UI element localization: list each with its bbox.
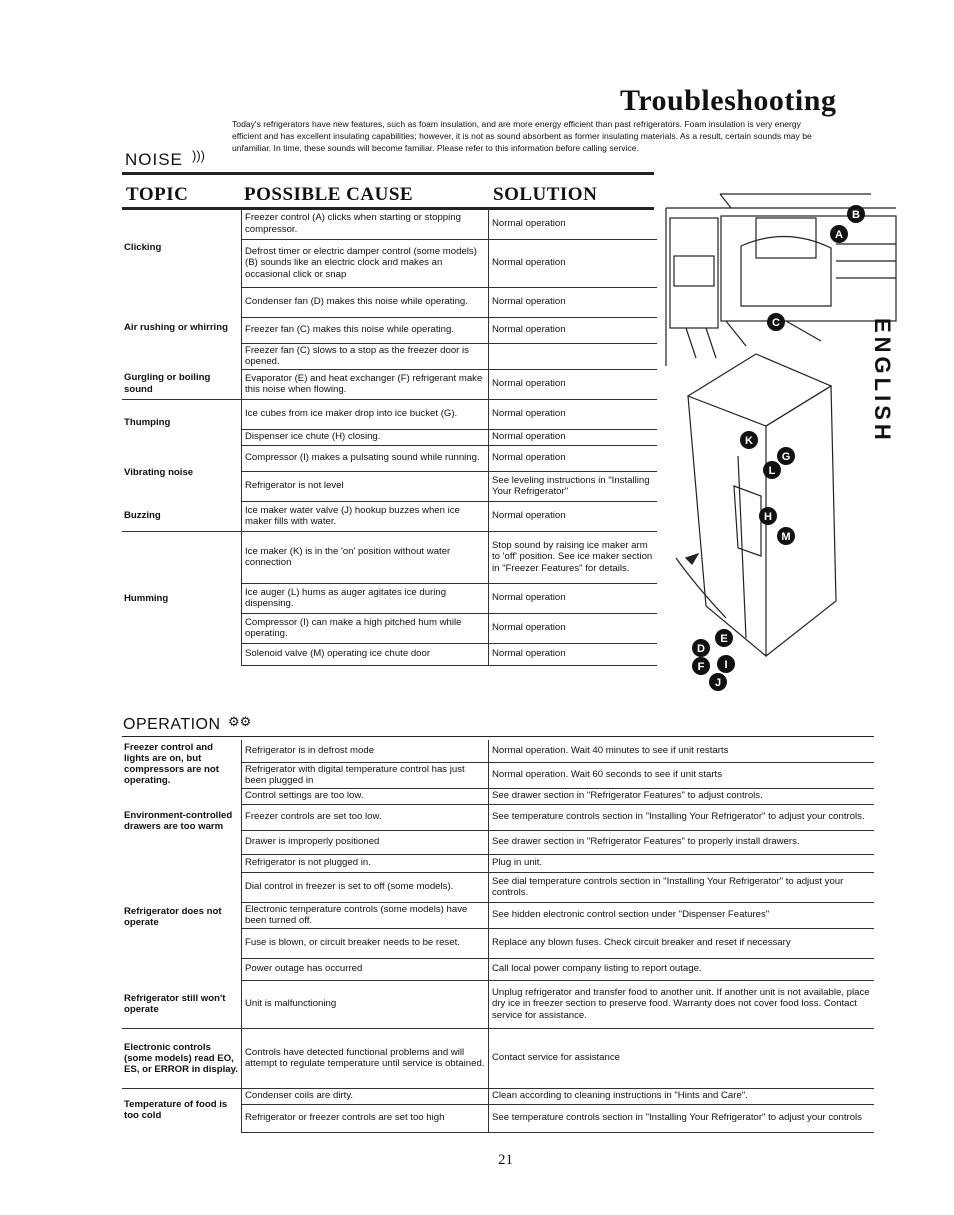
callout-letter: A: [835, 229, 843, 241]
table-row: [122, 854, 874, 872]
solution-cell: See drawer section in "Refrigerator Features" to adjust controls.: [489, 788, 875, 804]
callout-letter: K: [745, 435, 753, 447]
side-label: ENGLISH: [870, 318, 895, 444]
callout-letter: F: [697, 661, 705, 673]
callout-k: [740, 431, 758, 449]
solution-cell: Normal operation. Wait 60 seconds to see if unit starts: [489, 762, 875, 788]
table-row: [122, 445, 657, 471]
solution-cell: Normal operation: [489, 583, 658, 613]
cause-cell: Unit is malfunctioning: [242, 980, 489, 1028]
cause-cell: Refrigerator or freezer controls are set too high: [242, 1104, 489, 1132]
page-number: 21: [498, 1152, 513, 1168]
solution-cell: Call local power company listing to report outage.: [489, 958, 875, 980]
topic-cell: Clicking: [124, 242, 162, 254]
callout-g: [777, 447, 795, 465]
page-title: Troubleshooting: [620, 84, 837, 117]
cause-cell: Condenser coils are dirty.: [242, 1088, 489, 1104]
sound-wave-icon: ))): [192, 148, 205, 163]
topic-cell: Thumping: [124, 416, 171, 428]
table-row: [122, 287, 657, 317]
solution-cell: Stop sound by raising ice maker arm to 'off' position. See ice maker section in "Freezer Features" for details.: [489, 531, 658, 583]
table-row: [122, 369, 657, 399]
cause-cell: Control settings are too low.: [242, 788, 489, 804]
callout-letter: E: [720, 633, 728, 645]
solution-cell: [489, 343, 658, 369]
solution-cell: See hidden electronic control section under "Dispenser Features": [489, 902, 875, 928]
callout-j: [709, 673, 727, 691]
cause-cell: Condenser fan (D) makes this noise while operating.: [242, 287, 489, 317]
cause-cell: Refrigerator is not plugged in.: [242, 854, 489, 872]
noise-section-label: NOISE: [125, 150, 183, 169]
solution-cell: Normal operation: [489, 613, 658, 643]
solution-cell: See leveling instructions in "Installing Your Refrigerator": [489, 471, 658, 501]
cause-cell: Electronic temperature controls (some models) have been turned off.: [242, 902, 489, 928]
cause-cell: Compressor (I) makes a pulsating sound while running.: [242, 445, 489, 471]
callout-e: [715, 629, 733, 647]
cause-cell: Freezer fan (C) makes this noise while operating.: [242, 317, 489, 343]
header-possible-cause: POSSIBLE CAUSE: [244, 184, 414, 205]
topic-cell: Refrigerator does not operate: [124, 906, 222, 928]
callout-a: [830, 225, 848, 243]
cause-cell: Evaporator (E) and heat exchanger (F) refrigerant make this noise when flowing.: [242, 369, 489, 399]
solution-cell: Normal operation: [489, 239, 658, 287]
table-row: [122, 399, 657, 429]
cause-cell: Ice auger (L) hums as auger agitates ice during dispensing.: [242, 583, 489, 613]
solution-cell: See drawer section in "Refrigerator Features" to properly install drawers.: [489, 830, 875, 854]
solution-cell: Normal operation: [489, 209, 658, 239]
topic-cell: Humming: [124, 592, 169, 604]
topic-cell: Temperature of food is too cold: [124, 1099, 228, 1122]
solution-cell: See temperature controls section in "Installing Your Refrigerator" to adjust your controls.: [489, 804, 875, 830]
cause-cell: Dial control in freezer is set to off (some models).: [242, 872, 489, 902]
solution-cell: Normal operation: [489, 643, 658, 665]
callout-letter: J: [714, 677, 722, 689]
solution-cell: See temperature controls section in "Installing Your Refrigerator" to adjust your controls: [489, 1104, 875, 1132]
cause-cell: Fuse is blown, or circuit breaker needs to be reset.: [242, 928, 489, 958]
table-row: [122, 531, 657, 583]
cause-cell: Refrigerator is in defrost mode: [242, 740, 489, 762]
topic-cell: Electronic controls (some models) read EO, ES, or ERROR in display.: [122, 1028, 242, 1088]
table-row: [122, 788, 874, 804]
solution-cell: Plug in unit.: [489, 854, 875, 872]
cause-cell: Controls have detected functional problems and will attempt to regulate temperature until service is obtained.: [242, 1028, 489, 1088]
callout-c: [767, 313, 785, 331]
topic-cell: Environment-controlled drawers are too warm: [124, 810, 233, 832]
header-rule-top: [122, 172, 654, 175]
header-topic: TOPIC: [126, 184, 189, 205]
callout-i: [717, 655, 735, 673]
cause-cell: Defrost timer or electric damper control (some models) (B) sounds like an electric clock and makes an occasional click or snap: [242, 239, 489, 287]
callout-letter: D: [697, 643, 705, 655]
solution-cell: Replace any blown fuses. Check circuit breaker and reset if necessary: [489, 928, 875, 958]
callout-letter: B: [852, 209, 860, 221]
solution-cell: Clean according to cleaning instructions in "Hints and Care".: [489, 1088, 875, 1104]
callout-h: [759, 507, 777, 525]
callout-letter: I: [724, 659, 728, 671]
callout-letter: M: [781, 531, 791, 543]
solution-cell: Normal operation: [489, 287, 658, 317]
solution-cell: Normal operation: [489, 445, 658, 471]
intro-paragraph: Today's refrigerators have new features, such as foam insulation, and are more energy efficient than past refrigerators. Foam insulation is very energy efficient and has excellent insulating capabilities; however, it is not as sound absorbent as former insulating materials. As a result, certain sounds may be unfamiliar. In time, these sounds will become familiar. Please refer to this information before calling service.: [232, 119, 812, 153]
solution-cell: Normal operation: [489, 429, 658, 445]
topic-cell: Vibrating noise: [124, 467, 194, 479]
callout-l: [763, 461, 781, 479]
callout-letter: L: [768, 465, 776, 477]
table-row: [122, 740, 874, 762]
gears-icon: ⚙⚙: [228, 714, 252, 729]
cause-cell: Freezer controls are set too low.: [242, 804, 489, 830]
solution-cell: See dial temperature controls section in "Installing Your Refrigerator" to adjust your controls.: [489, 872, 875, 902]
cause-cell: Freezer fan (C) slows to a stop as the freezer door is opened.: [242, 343, 489, 369]
cause-cell: Ice maker water valve (J) hookup buzzes when ice maker fills with water.: [242, 501, 489, 531]
table-row: [122, 501, 657, 531]
callout-f: [692, 657, 710, 675]
solution-cell: Unplug refrigerator and transfer food to another unit. If another unit is not available, place dry ice in freezer section to preserve food. Warranty does not cover food loss. Contact service for assistance.: [489, 980, 875, 1028]
operation-section-label: OPERATION: [123, 716, 221, 733]
cause-cell: Compressor (I) can make a high pitched hum while operating.: [242, 613, 489, 643]
cause-cell: Drawer is improperly positioned: [242, 830, 489, 854]
operation-table: [122, 740, 874, 1133]
noise-table: [122, 209, 657, 666]
operation-rule: [122, 736, 874, 737]
callout-letter: G: [781, 451, 791, 463]
header-solution: SOLUTION: [493, 184, 598, 205]
topic-cell: Buzzing: [122, 501, 242, 531]
topic-cell: Refrigerator still won't operate: [122, 980, 242, 1028]
cause-cell: Ice maker (K) is in the 'on' position without water connection: [242, 531, 489, 583]
cause-cell: Power outage has occurred: [242, 958, 489, 980]
callout-letter: C: [772, 317, 780, 329]
callout-m: [777, 527, 795, 545]
table-row: [122, 980, 874, 1028]
topic-cell: Gurgling or boiling sound: [122, 369, 242, 399]
language-tab-english: [866, 318, 895, 444]
solution-cell: Normal operation: [489, 317, 658, 343]
cause-cell: Ice cubes from ice maker drop into ice bucket (G).: [242, 399, 489, 429]
solution-cell: Contact service for assistance: [489, 1028, 875, 1088]
callout-b: [847, 205, 865, 223]
refrigerator-diagram: [656, 186, 901, 696]
cause-cell: Freezer control (A) clicks when starting or stopping compressor.: [242, 209, 489, 239]
cause-cell: Solenoid valve (M) operating ice chute door: [242, 643, 489, 665]
solution-cell: Normal operation: [489, 399, 658, 429]
callout-d: [692, 639, 710, 657]
table-row: [122, 1088, 874, 1104]
cause-cell: Dispenser ice chute (H) closing.: [242, 429, 489, 445]
table-row: [122, 1028, 874, 1088]
solution-cell: Normal operation: [489, 369, 658, 399]
topic-cell: Air rushing or whirring: [124, 322, 228, 334]
solution-cell: Normal operation: [489, 501, 658, 531]
solution-cell: Normal operation. Wait 40 minutes to see if unit restarts: [489, 740, 875, 762]
cause-cell: Refrigerator with digital temperature control has just been plugged in: [242, 762, 489, 788]
callout-letter: H: [764, 511, 772, 523]
topic-cell: Freezer control and lights are on, but compressors are not operating.: [124, 742, 219, 786]
cause-cell: Refrigerator is not level: [242, 471, 489, 501]
table-row: [122, 209, 657, 239]
